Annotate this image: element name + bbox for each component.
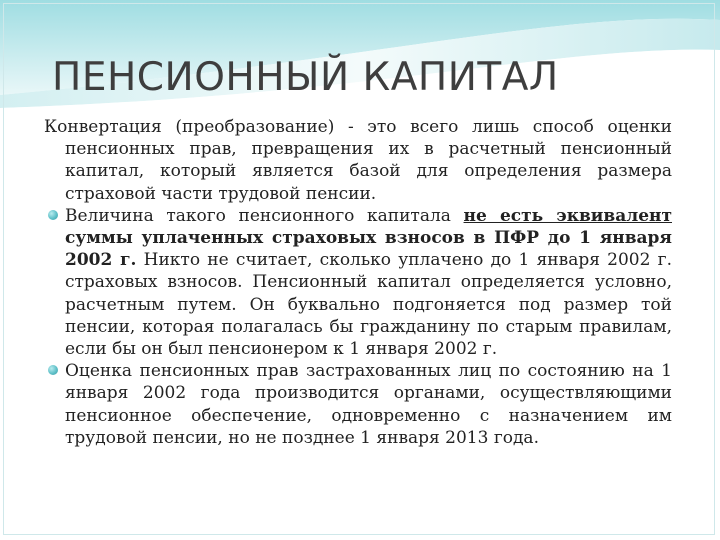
- slide-content: [44, 116, 672, 449]
- bullet-2-text: Оценка пенсионных прав застрахованных лиц по состоянию на 1 января 2002 года производится органами, осуществляющими пенсионное обеспечение, одновременно с назначением им трудовой пенсии, но не позднее 1 января 2013 года.: [65, 361, 672, 448]
- intro-paragraph: Конвертация (преобразование) - это всего лишь способ оценки пенсионных прав, превращения их в расчетный пенсионный капитал, который является базой для определения размера страховой части трудовой пенсии.: [44, 117, 672, 204]
- bullet-1-bold-text: суммы уплаченных страховых взносов в ПФР до 1 января 2002 г.: [65, 228, 672, 271]
- bullet-1-underlined-text: не есть эквивалент: [463, 205, 672, 226]
- slide-title: ПЕНСИОННЫЙ КАПИТАЛ: [52, 55, 559, 100]
- bullet-icon: [48, 210, 58, 220]
- bullet-icon: [48, 365, 58, 375]
- bullet-item-2: [44, 360, 672, 449]
- bullet-1-text-a: Величина такого пенсионного капитала: [65, 205, 464, 226]
- bullet-item-1: [44, 205, 672, 360]
- bullet-1-text-b: Никто не считает, сколько уплачено до 1 января 2002 г. страховых взносов. Пенсионный капитал определяется условно, расчетным путем. Он буквально подгоняется под размер той пенсии, которая полагалась бы гражданину по старым правилам, если бы он был пенсионером к 1 января 2002 г.: [65, 250, 672, 360]
